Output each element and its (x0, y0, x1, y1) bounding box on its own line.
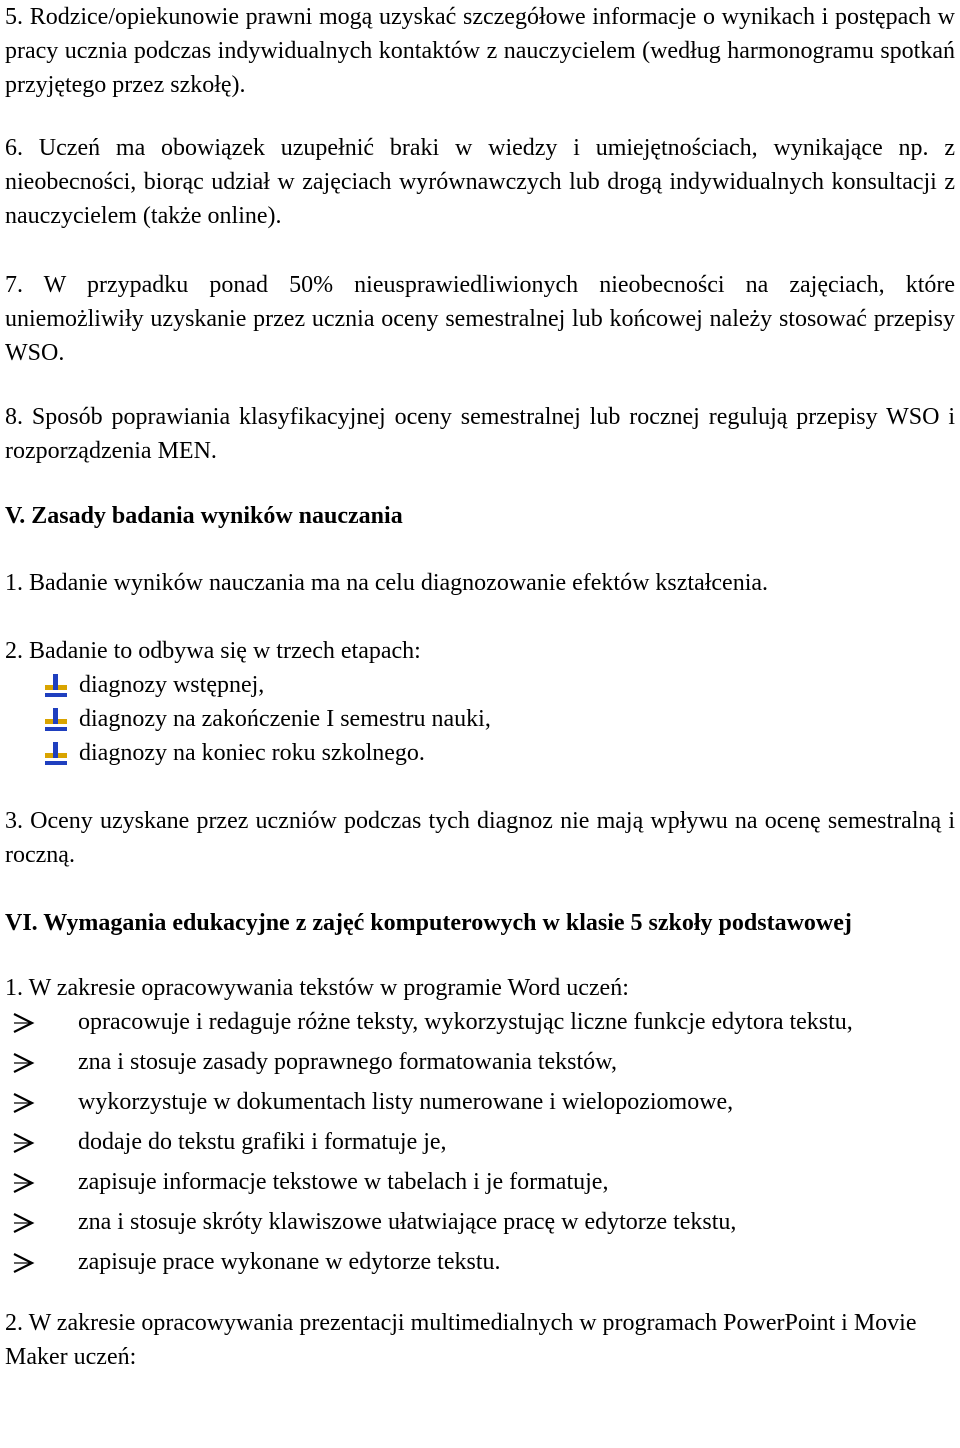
arrow-bullet-icon (11, 1172, 35, 1194)
section-6-heading: VI. Wymagania edukacyjne z zajęć komputerowych w klasie 5 szkoły podstawowej (5, 910, 852, 936)
word-skills-list (5, 1005, 955, 1279)
square-bullet-icon (43, 741, 69, 767)
paragraph-8: 8. Sposób poprawiania klasyfikacyjnej oceny semestralnej lub rocznej regulują przepisy WSO i rozporządzenia MEN. (5, 404, 955, 464)
section-5-point-2: 2. Badanie to odbywa się w trzech etapach: (5, 638, 421, 664)
arrow-bullet-icon (11, 1212, 35, 1234)
list-item (5, 1165, 955, 1199)
paragraph-6: 6. Uczeń ma obowiązek uzupełnić braki w wiedzy i umiejętnościach, wynikające np. z nieobecności, biorąc udział w zajęciach wyrównawczych lub drogą indywidualnych konsultacji z nauczycielem (także online). (5, 135, 955, 229)
skill-text: zapisuje informacje tekstowe w tabelach i je formatuje, (78, 1169, 609, 1195)
section-5-point-1: 1. Badanie wyników nauczania ma na celu diagnozowanie efektów kształcenia. (5, 570, 769, 596)
list-item (5, 668, 955, 702)
paragraph-7: 7. W przypadku ponad 50% nieusprawiedliwionych nieobecności na zajęciach, które uniemożliwiły uzyskanie przez ucznia oceny semestralnej lub końcowej należy stosować przepisy WSO. (5, 272, 955, 366)
arrow-bullet-icon (11, 1052, 35, 1074)
section-5-point-3: 3. Oceny uzyskane przez uczniów podczas tych diagnoz nie mają wpływu na ocenę semestralną i roczną. (5, 808, 955, 868)
arrow-bullet-icon (11, 1132, 35, 1154)
paragraph-5: 5. Rodzice/opiekunowie prawni mogą uzyskać szczegółowe informacje o wynikach i postępach w pracy ucznia podczas indywidualnych kontaktów z nauczycielem (według harmonogramu spotkań przyjętego przez szkołę). (5, 4, 955, 98)
skill-text: zna i stosuje skróty klawiszowe ułatwiające pracę w edytorze tekstu, (78, 1209, 737, 1235)
stage-text: diagnozy na zakończenie I semestru nauki, (79, 706, 491, 732)
skill-text: opracowuje i redaguje różne teksty, wykorzystując liczne funkcje edytora tekstu, (78, 1009, 853, 1035)
stage-text: diagnozy na koniec roku szkolnego. (79, 740, 425, 766)
section-5-heading: V. Zasady badania wyników nauczania (5, 503, 403, 529)
list-item (5, 736, 955, 770)
diagnosis-stages-list (5, 668, 955, 770)
list-item (5, 1005, 955, 1039)
list-item (5, 1125, 955, 1159)
skill-text: zna i stosuje zasady poprawnego formatowania tekstów, (78, 1049, 617, 1075)
skill-text: wykorzystuje w dokumentach listy numerowane i wielopoziomowe, (78, 1089, 734, 1115)
skill-text: zapisuje prace wykonane w edytorze tekstu. (78, 1249, 501, 1275)
list-item (5, 1085, 955, 1119)
section-6-point-2: 2. W zakresie opracowywania prezentacji multimedialnych w programach PowerPoint i Movie Maker uczeń: (5, 1310, 917, 1370)
square-bullet-icon (43, 673, 69, 699)
stage-text: diagnozy wstępnej, (79, 672, 265, 698)
square-bullet-icon (43, 707, 69, 733)
list-item (5, 1245, 955, 1279)
list-item (5, 1045, 955, 1079)
section-6-point-1: 1. W zakresie opracowywania tekstów w programie Word uczeń: (5, 975, 629, 1001)
skill-text: dodaje do tekstu grafiki i formatuje je, (78, 1129, 447, 1155)
arrow-bullet-icon (11, 1252, 35, 1274)
list-item (5, 1205, 955, 1239)
arrow-bullet-icon (11, 1012, 35, 1034)
list-item (5, 702, 955, 736)
document-page (5, 0, 955, 1374)
arrow-bullet-icon (11, 1092, 35, 1114)
